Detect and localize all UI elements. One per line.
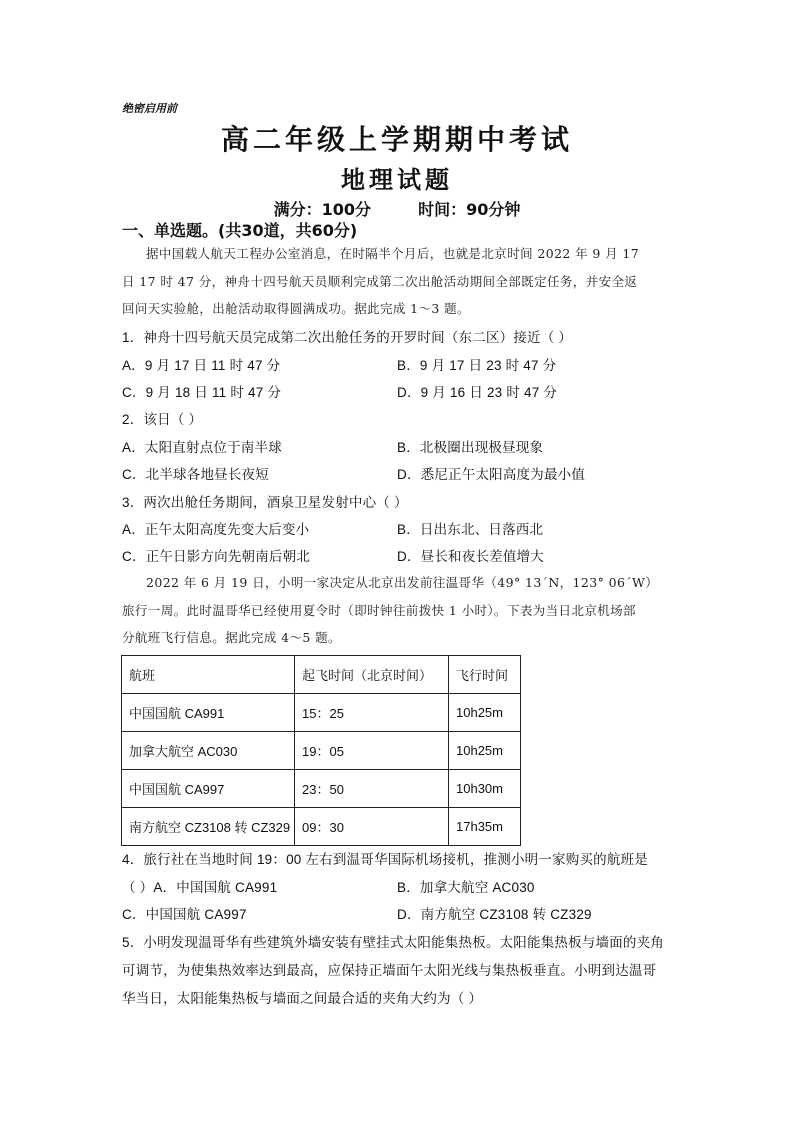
table-header-cell: 航班 <box>122 656 295 694</box>
q2-option-d: D．悉尼正午太阳高度为最小值 <box>397 467 586 482</box>
passage1-line1: 据中国载人航天工程办公室消息，在时隔半个月后，也就是北京时间 2022 年 9 月 17 <box>146 246 640 261</box>
table-cell: 23：50 <box>295 770 449 808</box>
table-row <box>122 694 521 732</box>
table-cell: 10h25m <box>449 694 521 732</box>
q3-stem: 3．两次出舱任务期间，酒泉卫星发射中心（ ） <box>122 495 408 510</box>
q4-option-c: C．中国国航 CA997 <box>122 907 247 922</box>
confidential-label: 绝密启用前 <box>122 102 177 115</box>
table-cell: 加拿大航空 AC030 <box>122 732 295 770</box>
table-header-cell: 飞行时间 <box>449 656 521 694</box>
q4-stem: 4．旅行社在当地时间 19：00 左右到温哥华国际机场接机，推测小明一家购买的航班是 <box>122 852 648 867</box>
q1-stem: 1．神舟十四号航天员完成第二次出舱任务的开罗时间（东二区）接近（ ） <box>122 330 573 345</box>
table-header-cell: 起飞时间（北京时间） <box>295 656 449 694</box>
table-header-row <box>122 656 521 694</box>
passage2-line2: 旅行一周。此时温哥华已经使用夏令时（即时钟往前拨快 1 小时）。下表为当日北京机场部 <box>122 603 636 618</box>
subject-title: 地理试题 <box>341 165 453 194</box>
q2-option-a: A．太阳直射点位于南半球 <box>122 440 282 455</box>
q1-option-c: C．9 月 18 日 11 时 47 分 <box>122 385 282 400</box>
q2-stem: 2．该日（ ） <box>122 412 203 427</box>
passage1-line2: 日 17 时 47 分，神舟十四号航天员顺利完成第二次出舱活动期间全部既定任务，并安全返 <box>122 274 638 289</box>
flight-table <box>121 655 521 846</box>
section-heading: 一、单选题。(共30道，共60分) <box>122 221 358 240</box>
q3-option-a: A．正午太阳高度先变大后变小 <box>122 522 310 537</box>
q3-option-c: C．正午日影方向先朝南后朝北 <box>122 549 311 564</box>
q1-option-b: B．9 月 17 日 23 时 47 分 <box>397 358 557 373</box>
time-limit: 时间：90分钟 <box>418 200 521 219</box>
table-cell: 10h25m <box>449 732 521 770</box>
q4-option-b: B．加拿大航空 AC030 <box>397 880 535 895</box>
q5-line1: 5．小明发现温哥华有些建筑外墙安装有壁挂式太阳能集热板。太阳能集热板与墙面的夹角 <box>122 935 665 950</box>
table-cell: 中国国航 CA991 <box>122 694 295 732</box>
passage2-line3: 分航班飞行信息。据此完成 4～5 题。 <box>122 630 341 645</box>
table-row <box>122 732 521 770</box>
exam-title: 高二年级上学期期中考试 <box>220 123 573 156</box>
full-score: 满分：100分 <box>273 200 371 219</box>
table-cell: 中国国航 CA997 <box>122 770 295 808</box>
passage2-line1: 2022 年 6 月 19 日，小明一家决定从北京出发前往温哥华（49° 13ˊN，123° 06ˊW） <box>146 575 659 590</box>
table-row <box>122 808 521 846</box>
passage1-line3: 回问天实验舱，出舱活动取得圆满成功。据此完成 1～3 题。 <box>122 301 470 316</box>
q1-option-a: A．9 月 17 日 11 时 47 分 <box>122 358 281 373</box>
table-cell: 17h35m <box>449 808 521 846</box>
table-cell: 10h30m <box>449 770 521 808</box>
q2-option-c: C．北半球各地昼长夜短 <box>122 467 269 482</box>
q2-option-b: B．北极圈出现极昼现象 <box>397 440 544 455</box>
table-row <box>122 770 521 808</box>
table-cell: 19：05 <box>295 732 449 770</box>
q4-option-d: D．南方航空 CZ3108 转 CZ329 <box>397 907 592 922</box>
score-time-line <box>0 197 794 220</box>
table-cell: 南方航空 CZ3108 转 CZ329 <box>122 808 295 846</box>
table-cell: 15：25 <box>295 694 449 732</box>
q3-option-d: D．昼长和夜长差值增大 <box>397 549 544 564</box>
q3-option-b: B．日出东北、日落西北 <box>397 522 544 537</box>
table-cell: 09：30 <box>295 808 449 846</box>
q5-line2: 可调节，为使集热效率达到最高，应保持正墙面午太阳光线与集热板垂直。小明到达温哥 <box>122 963 657 978</box>
q5-line3: 华当日，太阳能集热板与墙面之间最合适的夹角大约为（ ） <box>122 991 483 1006</box>
q4-option-a: （ ）A．中国国航 CA991 <box>122 880 278 895</box>
q1-option-d: D．9 月 16 日 23 时 47 分 <box>397 385 558 400</box>
